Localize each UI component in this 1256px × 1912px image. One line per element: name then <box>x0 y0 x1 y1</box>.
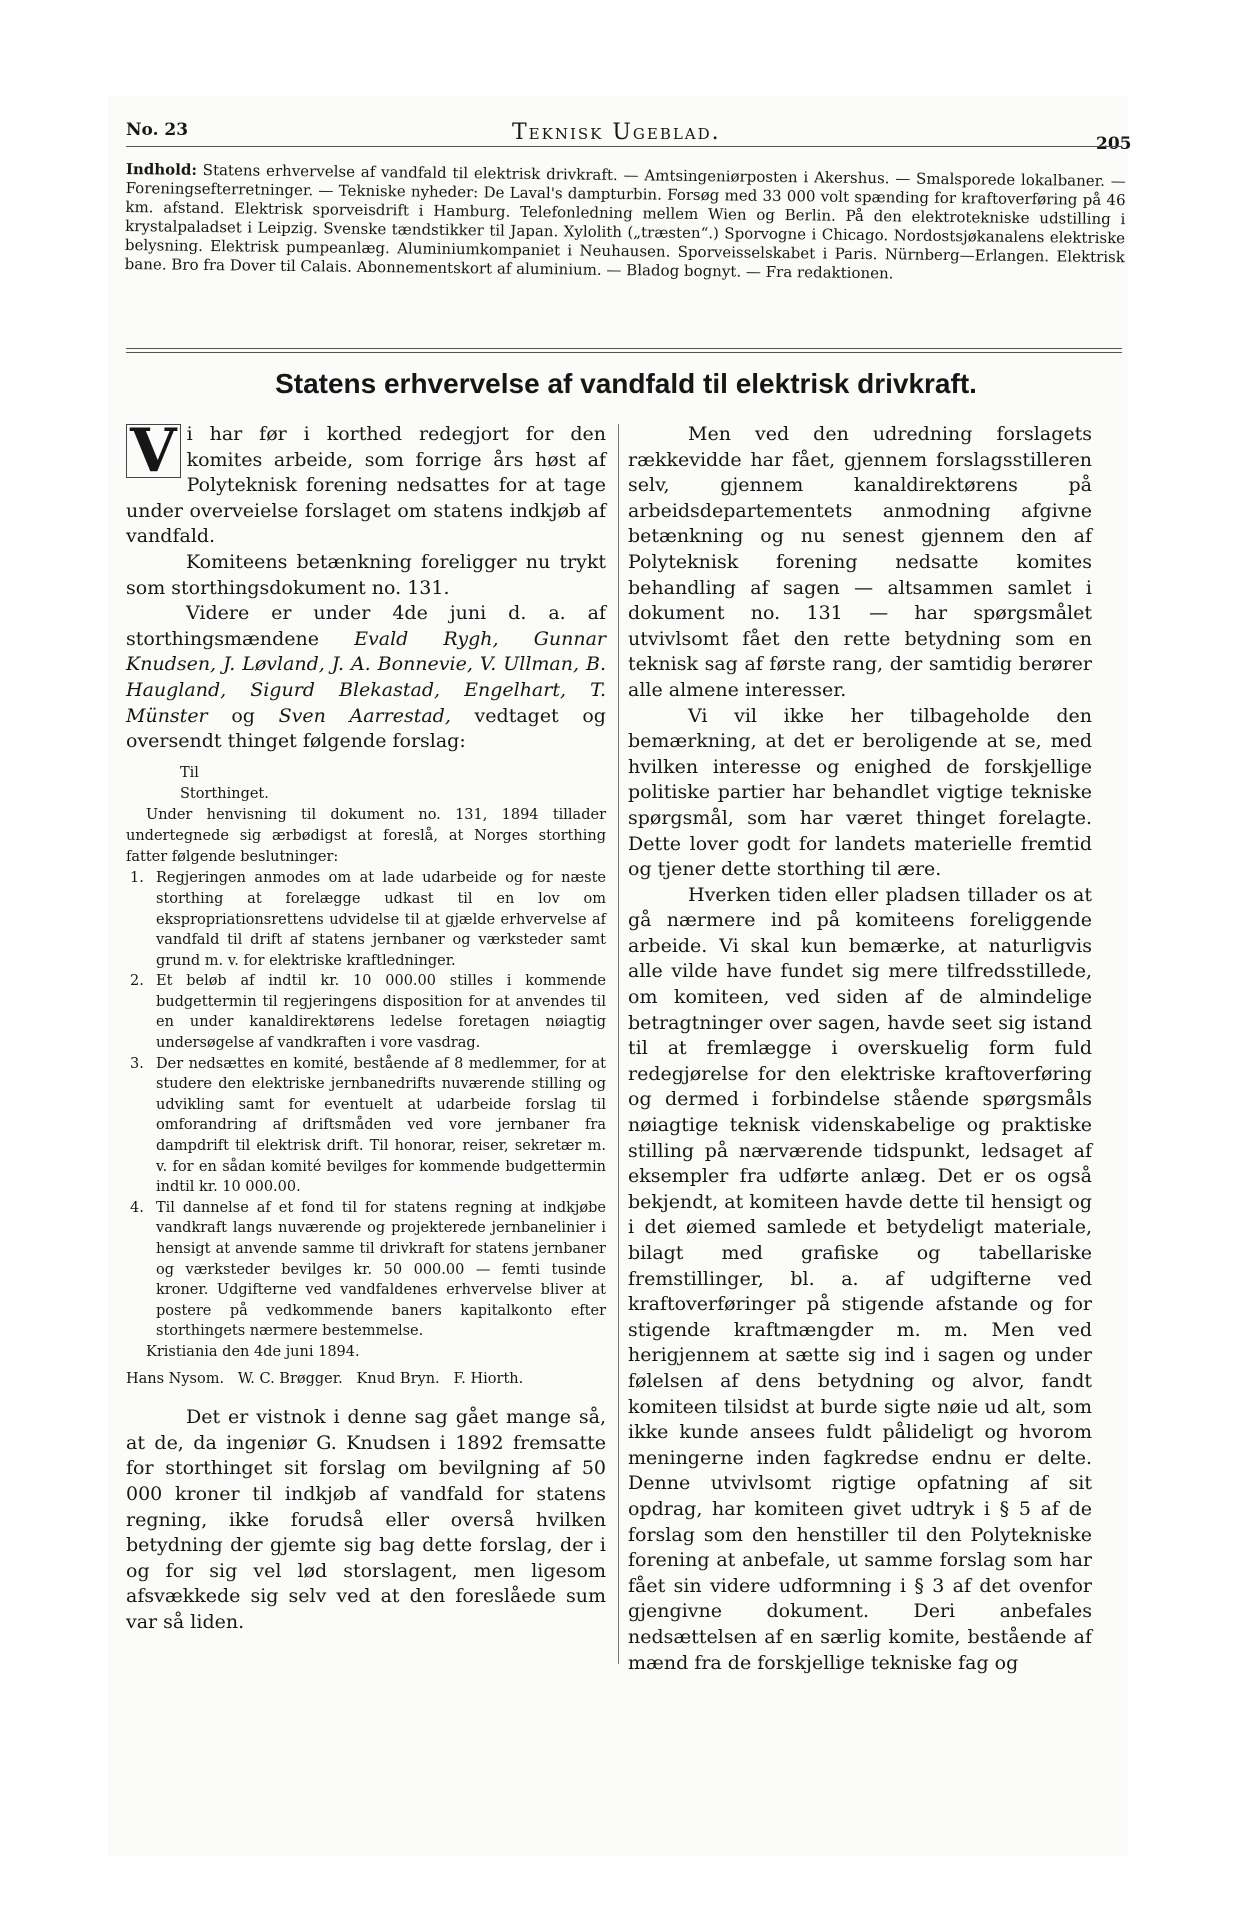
paragraph-3-start: Videre er under 4de juni d. a. af storthingsmændene <box>126 602 606 650</box>
place-date: Kristiania den 4de juni 1894. <box>146 1343 360 1360</box>
paragraph-1-text: i har før i korthed redegjort for den komites arbeide, som forrige års høst af Polyteknisk forening nedsattes for at tage under overveielse forslaget om statens indkjøb af vandfald. <box>126 423 606 548</box>
list-item <box>126 1054 606 1198</box>
proposal-list <box>126 868 606 1342</box>
issue-number: No. 23 <box>126 120 189 140</box>
right-paragraph-2: Vi vil ikke her tilbageholde den bemærkning, at det er beroligende at se, med hvilken interesse og enighed de forskjellige politiske partier har behandlet vigtige tekniske spørgsmål, som har været thinget forelagte. Dette lover godt for landets materielle fremtid og tjener dette storthing til ære. <box>628 704 1092 881</box>
list-item-number: 2. <box>130 973 144 990</box>
article-title: Statens erhvervelse af vandfald til elektrisk drivkraft. <box>275 368 977 399</box>
paragraph-2: Komiteens betænkning foreligger nu trykt som storthingsdokument no. 131. <box>126 550 606 599</box>
right-paragraph-3: Hverken tiden eller pladsen tillader os at gå nærmere ind på komiteens foreliggende arbeide. Vi skal kun bemærke, at naturligvis alle vilde have fundet sig mere tilfredsstillede, om komiteen, ved siden af de almindelige betragtninger over sagen, havde seet sig istand til at fremlægge i overskuelig form fuld redegjørelse for den elektriske kraftoverføring og dermed i forbindelse stående spørgsmåls nøiagtige teknisk videnskabelige og praktiske stilling på nærværende tidspunkt, ledsaget af eksempler fra udførte anlæg. Det er os også bekjendt, at komiteen havde dette til hensigt og i det øiemed samlede et betydeligt materiale, bilagt med grafiske og tabellariske fremstillinger, bl. a. af udgifterne ved kraftoverføringer på stigende afstande og for stigende kraftmængder m. m. Men ved herigjennem at sætte sig ind i sagen og under følelsen af dens betydning og alvor, fandt komiteen tilsidst at burde sigte nøie ud alt, som ikke kunde ansees fuldt pålideligt og hvorom meningerne inden fagkredse endnu er delte. Denne utvivlsomt rigtige opfatning af sit opdrag, har komiteen givet udtryk i § 5 af de forslag som den henstiller til den Polytekniske forening at anbefale, ut samme forslag som har fået sin videre udformning i § 3 af det ovenfor gjengivne dokument. Deri anbefales nedsættelsen af en særlig komite, bestående af mænd fra de forskjellige tekniske fag og <box>628 883 1092 1674</box>
address-til: Til <box>180 764 199 781</box>
toc-text: Statens erhvervelse af vandfald til elektrisk drivkraft. — Amtsingeniørposten i Akershus. — Smalsporede lokalbaner. — Foreningsefterretninger. — Tekniske nyheder: De Laval's dampturbin. Forsøg med 33 000 volt spænding for kraftoverføring på 46 km. afstand. Elektrisk sporveisdrift i Hamburg. Telefonledning mellem Wien og Berlin. På den elektrotekniske udstilling i krystalpaladset i Leipzig. Svenske tændstikker til Japan. Xylolith („træsten“.) Sporvogne i Chicago. Nordostsjøkanalens elektriske belysning. Elektrisk pumpeanlæg. Aluminiumkompaniet i Neuhausen. Sporveisselskabet i Paris. Nürnberg—Erlangen. Elektrisk bane. Bro fra Dover til Calais. Abonnementskort af aluminium. — Bladog bognyt. — Fra redaktionen. <box>124 160 1126 283</box>
list-item-number: 3. <box>130 1055 144 1072</box>
list-item-text: Der nedsættes en komité, bestående af 8 medlemmer, for at studere den elektriske jernbanedrifts nuværende stilling og udvikling samt for eventuelt at udarbeide forslag til omforandring af driftsmåden ved vore jernbaner fra dampdrift til elektrisk drift. Til honorar, reiser, sekretær m. v. for en sådan komité bevilges for kommende budgettermin indtil kr. 10 000.00. <box>156 1055 606 1196</box>
list-item-number: 4. <box>130 1199 144 1216</box>
list-item <box>126 971 606 1053</box>
column-divider <box>618 424 619 1664</box>
journal-title: Teknisk Ugeblad. <box>512 120 721 145</box>
signatures: Hans Nysom. W. C. Brøgger. Knud Bryn. F. Hiorth. <box>126 1371 524 1388</box>
paragraph-3 <box>126 601 606 755</box>
left-column <box>126 416 606 1636</box>
address-storthinget: Storthinget. <box>180 785 269 802</box>
mp-names: Evald Rygh, Gunnar Knudsen, J. Løvland, J. A. Bonnevie, V. Ullman, B. Haugland, Sigurd Blekastad, Engelhart, T. Münster <box>126 627 606 727</box>
list-item-text: Til dannelse af et fond til for statens regning at indkjøbe vandkraft langs nuværende og projekterede jernbanelinier i hensigt at anvende samme til drivkraft for statens jernbaner og værksteder bevilges kr. 50 000.00 — femti tusinde kroner. Udgifterne ved vandfaldenes erhvervelse bliver at postere på vedkommende baners kapitalkonto efter storthingets nærmere bestemmelse. <box>156 1199 606 1340</box>
header-rule <box>126 146 1122 147</box>
list-item <box>126 868 606 971</box>
page-number: 205 <box>1096 134 1132 154</box>
list-item <box>126 1198 606 1342</box>
paragraph-3-end: vedtaget og oversendt thinget følgende forslag: <box>126 704 606 753</box>
conjunction: og <box>231 704 255 727</box>
paragraph-4: Det er vistnok i denne sag gået mange så, at de, da ingeniør G. Knudsen i 1892 fremsatte for storthinget sit forslag om bevilgning af 50 000 kroner til indkjøb af vandfald for statens regning, ikke forudså eller overså hvilken betydning der gjemte sig bag dette forslag, der i og for sig vel lød storslagent, men ligesom afsvækkede sig selv ved at den foreslåede sum var så liden. <box>126 1406 606 1633</box>
toc-rule-2 <box>126 352 1122 353</box>
paragraph-1 <box>126 416 606 550</box>
proposal-intro: Under henvisning til dokument no. 131, 1894 tillader undertegnede sig ærbødigst at foreslå, at Norges storthing fatter følgende beslutninger: <box>126 806 606 866</box>
mp-names-last: Sven Aarrestad, <box>278 704 451 727</box>
toc-label: Indhold: <box>125 160 198 179</box>
toc-rule <box>126 348 1122 349</box>
list-item-text: Regjeringen anmodes om at lade udarbeide og for næste storthing at forelægge udkast til en lov om ekspropriationsrettens udvidelse til at gjælde erhvervelse af vandfald til drift af statens jernbaner og værksteder samt grund m. v. for elektriske kraftledninger. <box>156 870 606 969</box>
table-of-contents <box>125 160 1126 286</box>
right-column <box>628 422 1092 1676</box>
list-item-text: Et beløb af indtil kr. 10 000.00 stilles i kommende budgettermin til regjeringens disposition for at anvendes til en under kanaldirektørens ledelse foretagen nøiagtig undersøgelse af vandkraften i vore vasdrag. <box>156 973 606 1052</box>
right-paragraph-1: Men ved den udredning forslagets rækkevidde har fået, gjennem forslagsstilleren selv, gjennem kanaldirektørens på arbeidsdepartementets anmodning afgivne betænkning og nu senest gjennem den af Polyteknisk forening nedsatte komites behandling af sagen — altsammen samlet i dokument no. 131 — har spørgsmålet utvivlsomt fået den rette betydning som en teknisk sag af første rang, der samtidig berører alle almene interesser. <box>628 423 1092 701</box>
list-item-number: 1. <box>130 870 144 887</box>
dropcap-initial: V <box>126 424 181 478</box>
